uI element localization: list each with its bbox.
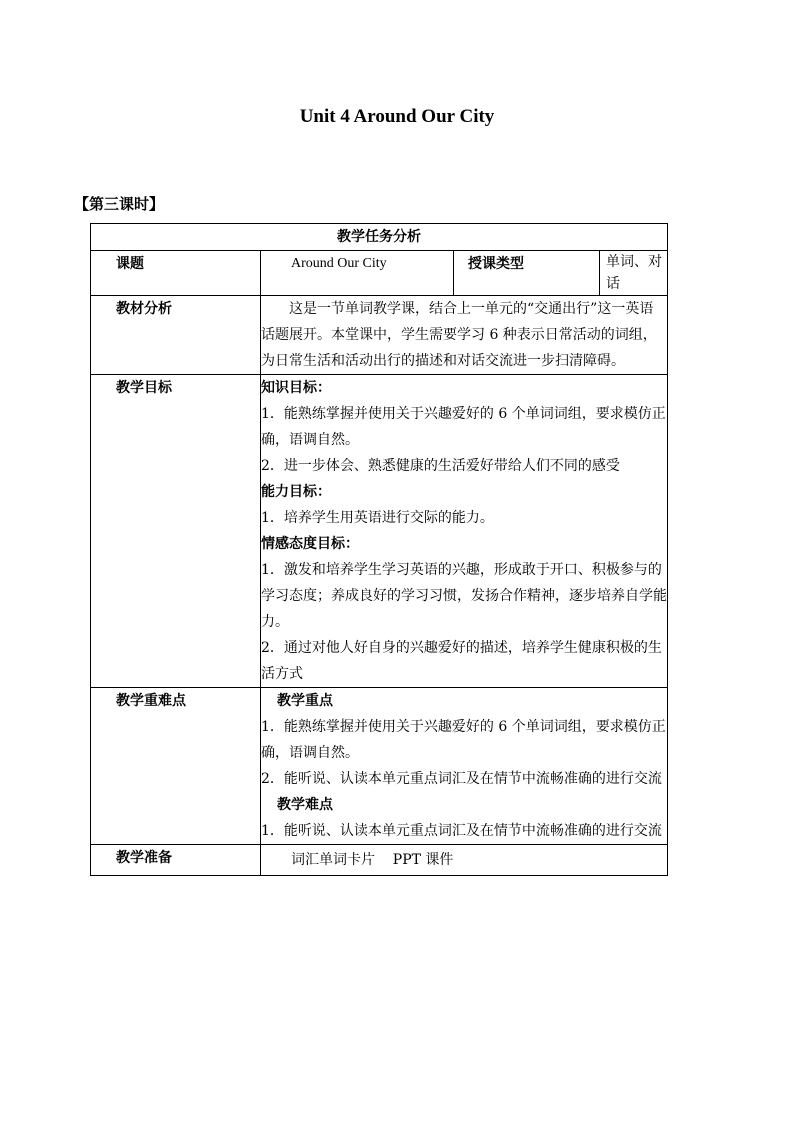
- preparation-label: 教学准备: [91, 845, 261, 876]
- topic-value: Around Our City: [261, 251, 454, 296]
- ability-objective-title: 能力目标：: [261, 484, 331, 500]
- objectives-content: [261, 375, 668, 688]
- ability-objective-1: 1．培养学生用英语进行交际的能力。: [261, 510, 494, 526]
- topic-label: 课题: [91, 251, 261, 296]
- knowledge-objective-title: 知识目标：: [261, 380, 331, 396]
- keypoints-content: [261, 688, 668, 845]
- lesson-label: 【第三课时】: [74, 195, 165, 213]
- material-analysis-text: 这是一节单词教学课，结合上一单元的“交通出行”这一英语话题展开。本堂课中，学生需要学习 6 种表示日常活动的词组，为日常生活和活动出行的描述和对话交流进一步扫清障碍。: [261, 296, 668, 375]
- emotion-objective-title: 情感态度目标：: [261, 536, 359, 552]
- key-points-title: 教学重点: [277, 693, 333, 709]
- keypoints-label: 教学重难点: [91, 688, 261, 845]
- table-header: 教学任务分析: [91, 224, 668, 251]
- knowledge-objective-1: 1．能熟练掌握并使用关于兴趣爱好的 6 个单词词组，要求模仿正确，语调自然。: [261, 406, 666, 448]
- preparation-value: 词汇单词卡片 PPT 课件: [261, 845, 668, 876]
- emotion-objective-2: 2．通过对他人好自身的兴趣爱好的描述，培养学生健康积极的生活方式: [261, 640, 662, 682]
- difficult-points-title: 教学难点: [277, 797, 333, 813]
- lesson-type-label: 授课类型: [454, 251, 600, 296]
- key-point-1: 1．能熟练掌握并使用关于兴趣爱好的 6 个单词词组，要求模仿正确，语调自然。: [261, 719, 666, 761]
- emotion-objective-1: 1．激发和培养学生学习英语的兴趣，形成敢于开口、积极参与的学习态度；养成良好的学习习惯，发扬合作精神，逐步培养自学能力。: [261, 562, 667, 630]
- objectives-label: 教学目标: [91, 375, 261, 688]
- material-analysis-label: 教材分析: [91, 296, 261, 375]
- document-title: Unit 4 Around Our City: [299, 106, 495, 127]
- difficult-point-1: 1．能听说、认读本单元重点词汇及在情节中流畅准确的进行交流: [261, 823, 662, 839]
- knowledge-objective-2: 2．进一步体会、熟悉健康的生活爱好带给人们不同的感受: [261, 458, 620, 474]
- lesson-type-value: 单词、对话: [600, 251, 668, 296]
- key-point-2: 2．能听说、认读本单元重点词汇及在情节中流畅准确的进行交流: [261, 771, 662, 787]
- lesson-plan-table: [90, 223, 668, 876]
